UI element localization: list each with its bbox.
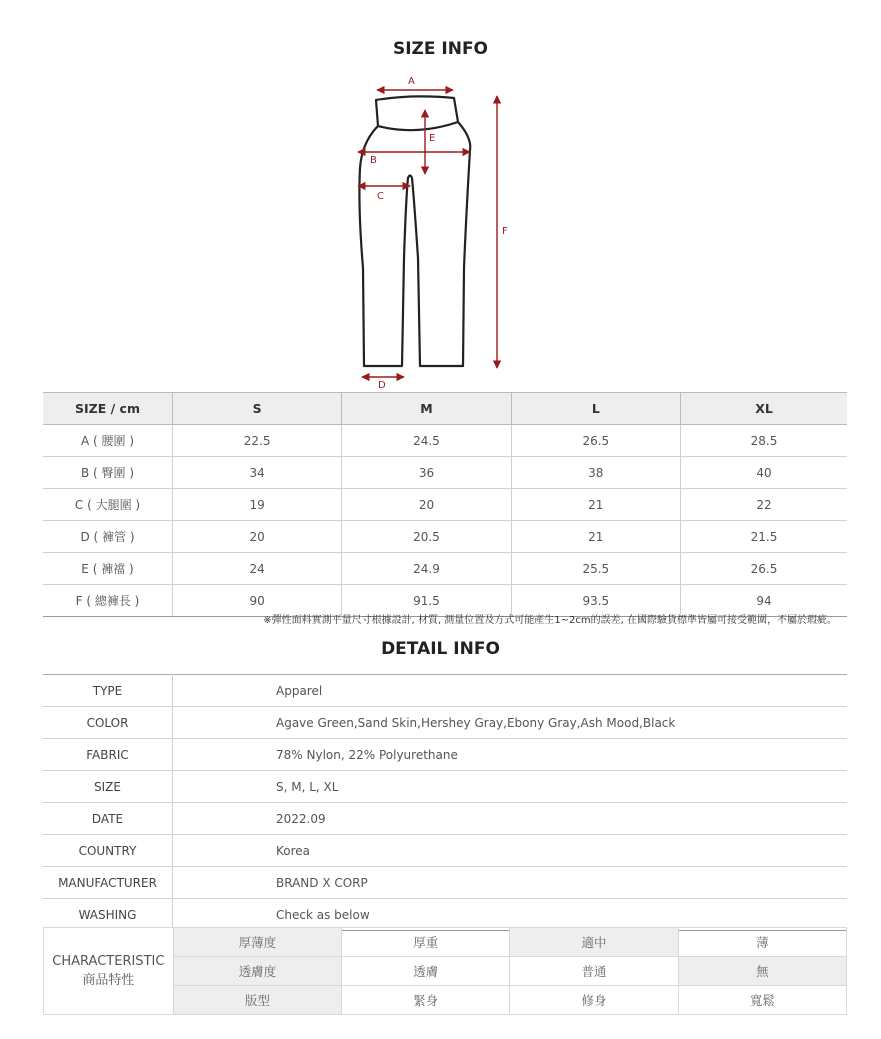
header-size-xl: XL (680, 393, 847, 425)
detail-key: SIZE (43, 771, 173, 803)
header-size-unit: SIZE / cm (43, 393, 173, 425)
char-cell: 厚重 (342, 928, 510, 957)
characteristic-table (43, 927, 847, 1015)
char-cell: 修身 (510, 986, 678, 1015)
char-cell: 無 (678, 957, 846, 986)
detail-info-title: DETAIL INFO (381, 639, 500, 659)
characteristic-row (44, 928, 847, 957)
measure-f-label: F (502, 226, 508, 237)
char-cell: 透膚 (342, 957, 510, 986)
char-cell: 薄 (678, 928, 846, 957)
detail-key: COLOR (43, 707, 173, 739)
size-cell: 26.5 (511, 425, 680, 457)
char-cell: 版型 (173, 986, 341, 1015)
measure-d-label: D (378, 380, 386, 391)
size-cell: 24.9 (342, 553, 511, 585)
size-cell: 93.5 (511, 585, 680, 617)
size-table-header (43, 393, 847, 425)
measure-c-label: C (377, 191, 384, 202)
char-cell: 適中 (510, 928, 678, 957)
size-row-label: D ( 褲管 ) (43, 521, 173, 553)
size-row-label: C ( 大腿圍 ) (43, 489, 173, 521)
size-cell: 25.5 (511, 553, 680, 585)
size-row-label: E ( 褲襠 ) (43, 553, 173, 585)
size-cell: 91.5 (342, 585, 511, 617)
size-table-row (43, 425, 847, 457)
char-cell: 普通 (510, 957, 678, 986)
pants-outline (359, 96, 470, 366)
size-cell: 22.5 (173, 425, 342, 457)
size-cell: 20 (342, 489, 511, 521)
detail-row (43, 771, 847, 803)
size-table-row (43, 553, 847, 585)
size-info-title: SIZE INFO (392, 39, 489, 59)
size-cell: 24 (173, 553, 342, 585)
size-row-label: B ( 臀圍 ) (43, 457, 173, 489)
detail-row (43, 835, 847, 867)
detail-key: WASHING (43, 899, 173, 931)
size-cell: 40 (680, 457, 847, 489)
size-cell: 21 (511, 521, 680, 553)
detail-value: 78% Nylon, 22% Polyurethane (173, 739, 848, 771)
detail-value: Check as below (173, 899, 848, 931)
size-cell: 26.5 (680, 553, 847, 585)
header-size-m: M (342, 393, 511, 425)
detail-key: DATE (43, 803, 173, 835)
detail-row (43, 867, 847, 899)
measurement-note: ※彈性面料實測平量尺寸根據設計, 材質, 測量位置及方式可能產生1~2cm的誤差, 在國際驗貨標準皆屬可接受範圍，不屬於瑕疵。 (263, 615, 837, 626)
size-table (43, 392, 847, 617)
char-cell: 厚薄度 (173, 928, 341, 957)
size-cell: 21.5 (680, 521, 847, 553)
detail-row (43, 675, 847, 707)
size-cell: 20.5 (342, 521, 511, 553)
size-cell: 94 (680, 585, 847, 617)
size-table-row (43, 457, 847, 489)
detail-key: FABRIC (43, 739, 173, 771)
characteristic-label-zh: 商品特性 (82, 973, 135, 988)
detail-value: S, M, L, XL (173, 771, 848, 803)
measure-e-label: E (429, 133, 436, 144)
measure-a-label: A (408, 76, 415, 87)
size-row-label: A ( 腰圍 ) (43, 425, 173, 457)
char-cell: 緊身 (342, 986, 510, 1015)
size-cell: 19 (173, 489, 342, 521)
characteristic-label (44, 928, 174, 1015)
detail-row (43, 899, 847, 931)
detail-key: COUNTRY (43, 835, 173, 867)
char-cell: 寬鬆 (678, 986, 846, 1015)
size-cell: 90 (173, 585, 342, 617)
detail-value: 2022.09 (173, 803, 848, 835)
detail-key: MANUFACTURER (43, 867, 173, 899)
detail-value: BRAND X CORP (173, 867, 848, 899)
size-table-row (43, 489, 847, 521)
size-cell: 20 (173, 521, 342, 553)
size-cell: 34 (173, 457, 342, 489)
size-table-row (43, 521, 847, 553)
detail-value: Korea (173, 835, 848, 867)
size-row-label: F ( 總褲長 ) (43, 585, 173, 617)
size-cell: 21 (511, 489, 680, 521)
detail-value: Agave Green,Sand Skin,Hershey Gray,Ebony Gray,Ash Mood,Black (173, 707, 848, 739)
char-cell: 透膚度 (173, 957, 341, 986)
header-size-s: S (173, 393, 342, 425)
measure-b-label: B (370, 155, 377, 166)
detail-row (43, 803, 847, 835)
detail-row (43, 739, 847, 771)
characteristic-label-en: CHARACTERISTIC (52, 954, 165, 969)
header-size-l: L (511, 393, 680, 425)
detail-key: TYPE (43, 675, 173, 707)
detail-row (43, 707, 847, 739)
size-cell: 38 (511, 457, 680, 489)
size-cell: 22 (680, 489, 847, 521)
detail-value: Apparel (173, 675, 848, 707)
detail-table (43, 674, 847, 931)
size-cell: 36 (342, 457, 511, 489)
pants-measurement-diagram (340, 68, 540, 398)
size-cell: 28.5 (680, 425, 847, 457)
size-cell: 24.5 (342, 425, 511, 457)
